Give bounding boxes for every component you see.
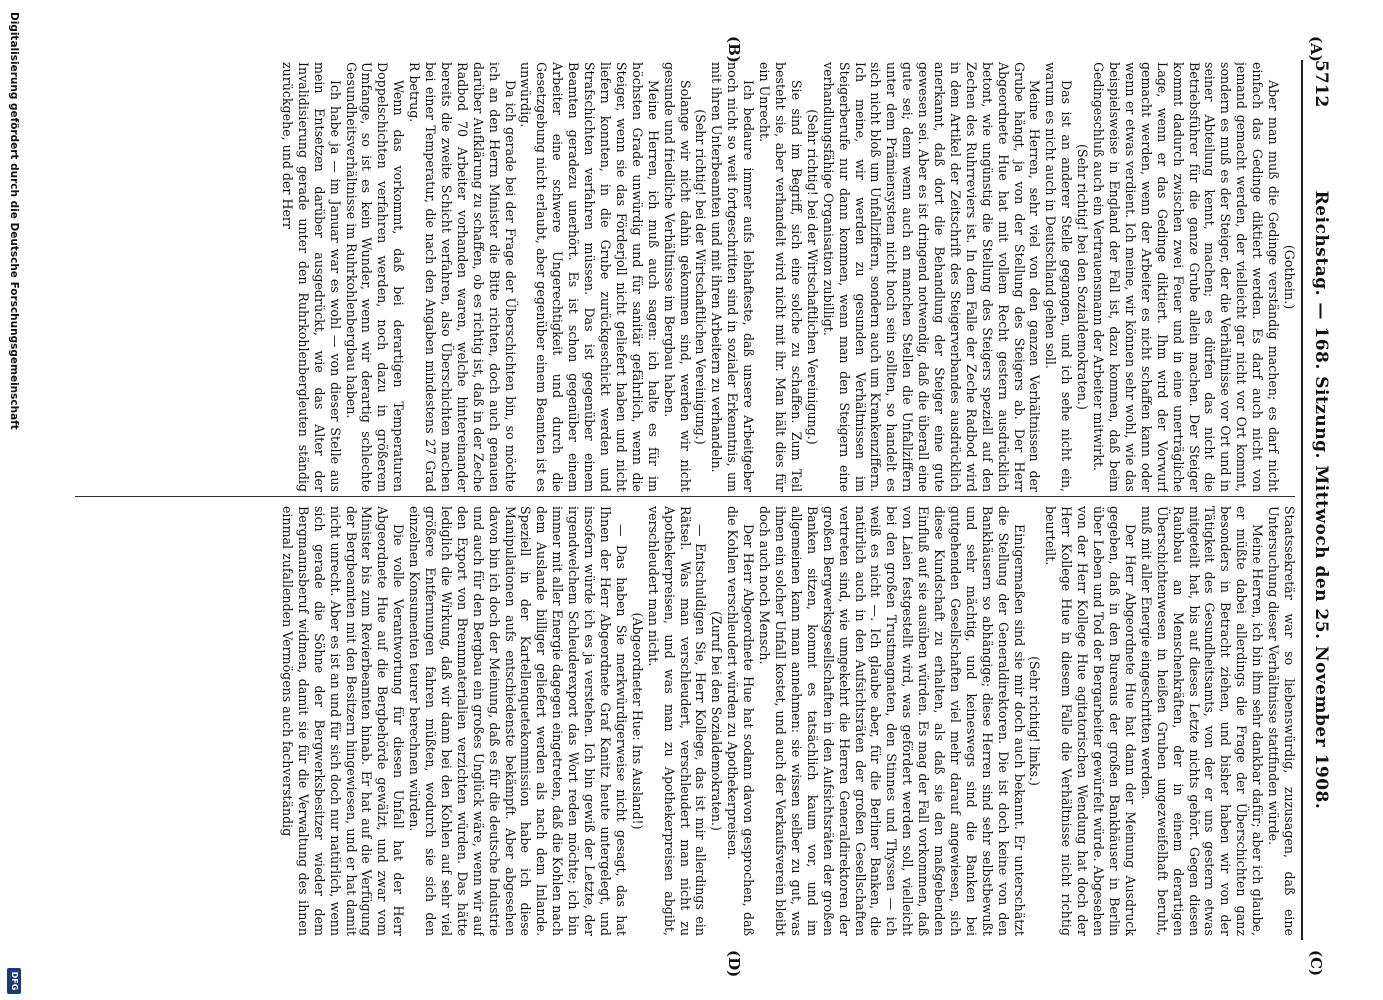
text-column-left [67,62,1297,492]
interjection-paragraph: (Sehr richtig! bei der Wirtschaftlichen Vereinigung.) [693,109,709,445]
margin-label-b: (B) [725,36,743,63]
body-paragraph: Staatssekretär war so liebenswürdig, zuzusagen, daß eine Untersuchung dieser Verhältnisse stattfinden würde. [1266,506,1297,936]
body-paragraph: Die volle Verantwortung für diesen Unfall hat der Herr Abgeordnete Hue auf die Bergbehörde gewälzt, und zwar vom Minister bis zum Revierbeamten hinab. Er hat auf die Verfügung der Bergbeamten mit den Besitzern hingewiesen, und er hat damit nicht unrecht. Aber es ist an und für sich doch nur natürlich, wenn sich gerade die Söhne der Bergwerksbesitzer wieder dem Bergmannsberuf widmen, damit sie für die Verwaltung des ihnen einmal zufallenden Vermögens auch fachverständig [279,506,407,936]
interjection-paragraph: (Sehr richtig! bei den Sozialdemokraten.) [1075,144,1091,410]
body-paragraph: Ich habe ja — im Januar war es wohl — von dieser Stelle aus mein Entsetzen darüber ausgedrückt, wie das Alter der Invalidisierung gerade unter den Ruhrkohlenbergleuten ständig zurückgehe, und der Herr [279,62,343,492]
footer-text: Digitalisierung gefördert durch die Deutsche Forschungsgemeinschaft [8,12,20,430]
page-title: Reichstag. — 168. Sitzung. Mittwoch den 25. November 1908. [1311,190,1331,810]
body-paragraph: Das ist an anderer Stelle gegangen, und ich sehe nicht ein, warum es nicht auch in Deutschland gehen soll. [1043,62,1075,492]
page-header [1305,60,1331,940]
interjection-paragraph: (Zuruf bei den Sozialdemokraten.) [709,611,725,831]
body-paragraph: Wenn das vorkommt, daß bei derartigen Temperaturen Doppelschichten verfahren werden, noch dazu in größerem Umfange, so ist es kein Wunder, wenn wir derartig schlechte Gesundheitsverhältnisse im Ruhrkohlenbergbau haben. [343,62,407,492]
margin-label-c: (C) [1307,950,1325,977]
body-paragraph: Der Herr Abgeordnete Hue hat sodann davon gesprochen, daß die Kohlen verschleudert würden zu Apothekerpreisen. [725,506,757,936]
body-paragraph: Aber man muß die Gedinge verständig machen; es darf nicht einfach das Gedinge diktiert werden. Es darf auch nicht von jemand gemacht werden, der vielleicht gar nicht vor Ort kommt, sondern es muß es der Steiger, der die Verhältnisse vor Ort und in seiner Abteilung kennt, machen; es dürfen das nicht die Betriebsführer für die ganze Grube allein machen. Der Steiger kommt dadurch zwischen zwei Feuer und in eine unerträgliche Lage, wenn er das Gedinge diktiert. Ihm wird der Vorwurf gemacht werden, wenn der Arbeiter es nicht schaffen kann oder wenn er etwas verdient. Ich meine, wir können sehr wohl, wie das beispielsweise in England der Fall ist, dazu kommen, daß beim Gedingeschluß auch ein Vertrauensmann der Arbeiter mitwirkt. [1091,62,1282,492]
body-paragraph: Der Herr Abgeordnete Hue hat dann der Meinung Ausdruck gegeben, daß in den Bureaus der großen Bankhäuser in Berlin über Leben und Tod der Bergarbeiter gewürfelt würde. Abgesehen von der Herr Kollege Hue agitatorischen Wendung hat doch der Herr Kollege Hue in diesem Falle die Verhältnisse nicht richtig beurteilt. [1043,506,1138,936]
body-paragraph: — Entschuldigen Sie, Herr Kollege, das ist mir allerdings ein Rätsel. Was man verschleudert, verschleudert man nicht zu Apothekerpreisen, und was man zu Apothekerpreisen abgibt, verschleudert man nicht. [645,506,709,936]
body-paragraph: Solange wir nicht dahin gekommen sind, werden wir nicht gesunde und friedliche Verhältnisse im Bergbau haben. [661,62,693,492]
body-paragraph: Sie sind im Begriff, sich eine solche zu schaffen. Zum Teil besteht sie, aber verhandelt wird nicht mit ihr. Man hält dies für ein Unrecht. [757,62,804,492]
text-column-right [67,506,1297,936]
page-number: 5712 [1311,60,1331,108]
body-paragraph: Meine Herren, sehr viel von den ganzen Verhältnissen der Grube hängt, ja von der Stellung des Steigers ab. Der Herr Abgeordnete Hue hat mit vollem Recht gestern ausdrücklich betont, wie ungünstig die Stellung des Steigers speziell auf den Zechen des Ruhrreviers ist. In dem Falle der Zeche Radbod wird in dem Artikel der Zeitschrift des Steigerverbandes ausdrücklich anerkannt, daß dort die Behandlung der Steiger eine gute gewesen sei. Aber es ist dringend notwendig, daß die überall eine gute sei; denn wenn auch an manchen Stellen die Unfallziffern unter dem Prämiensystem nicht hoch sein sollten, so handelt es sich nicht bloß um Unfallziffern, sondern auch um Krankenziffern. Ich meine, wir werden zu gesunden Verhältnissen im Steigerberufe nur dann kommen, wenn man den Steigern eine verhandlungsfähige Organisation zubilligt. [820,62,1043,492]
margin-label-d: (D) [725,950,743,978]
body-paragraph: Meine Herren, ich bin ihm sehr dankbar dafür; aber ich glaube, er müßte dabei allerdings die Frage der Überschichten ganz besonders in Betracht ziehen, und bisher haben wir von der Tätigkeit des Gesundheitsamts, von der er uns gestern etwas mitgeteilt hat, bis auf dieses Letzte nichts gehört. Gegen diesen Raubbau an Menschenkräften, der in einem derartigen Überschichtenwesen in heißen Gruben ungezweifelhaft beruht, muß mit aller Energie eingeschritten werden. [1138,506,1266,936]
body-paragraph: Ich bedaure immer aufs lebhafteste, daß unsere Arbeitgeber noch nicht so weit fortgeschritten sind in sozialer Erkenntnis, um mit ihren Unterbeamten und mit ihren Arbeitern zu verhandeln. [709,62,757,492]
body-paragraph: — Das haben Sie merkwürdigerweise nicht gesagt, das hat Ihnen der Herr Abgeordnete Graf Kanitz heute untergelegt, und insofern würde ich es ja verstehen. Ich bin gewiß der Letzte, der irgendwelchem Schleuderexport das Wort reden möchte; ich bin immer mit aller Energie dagegen eingetreten, daß die Kohlen nach dem Auslande billiger geliefert werden als nach dem Inlande. Speziell in der Kartellenquetekommission habe ich diese Manipulationen aufs entschiedenste bekämpft. Aber abgesehen davon bin ich doch der Meinung, daß es für die deutsche Industrie und auch für den Bergbau ein großes Unglück wäre, wenn wir auf den Export von Brennmaterialien verzichten würden. Das hätte lediglich die Wirkung, daß wir dann bei den Kohlen auf sehr viel größere Entfernungen fahren müßten, wodurch sie sich den einzelnen Konsumenten teurer berechnen würden. [407,506,629,936]
interjection-paragraph: (Sehr richtig! links.) [1027,656,1043,786]
interjection-paragraph: (Gothein.) [1282,244,1297,310]
page-footer [4,0,22,1000]
interjection-paragraph: (Sehr richtig! bei der Wirtschaftlichen Vereinigung.) [804,109,820,445]
body-paragraph: Da ich gerade bei der Frage der Überschichten bin, so möchte ich an den Herrn Minister die Bitte richten, doch auch genauen darüber Aufklärung zu schaffen, ob es richtig ist, daß in der Zeche Radbod 70 Arbeiter vorhanden waren, welche hintereinander bereits die zweite Schicht verfahren, also Überschichten machen bei einer Temperatur, die nach den Angaben mindestens 27 Grad R betrug. [407,62,518,492]
interjection-paragraph: (Abgeordneter Hue: Ins Ausland!) [629,612,645,830]
body-paragraph: Meine Herren, ich muß auch sagen: ich halte es für im höchsten Grade unwürdig und für sanitär gefährlich, wenn die Steiger, wenn sie das Förderjoll nicht geliefert haben und nicht liefern konnten, in die Grube zurückgeschickt werden und Strafschichten verfahren müssen. Das ist gegenüber einem Beamten geradezu unerhört. Es ist schon gegenüber einem Arbeiter eine schwere Ungerechtigkeit und durch die Gesetzgebung nicht erlaubt, aber gegenüber einem Beamten ist es unwürdig. [518,62,661,492]
body-paragraph: Einigermaßen sind sie mir doch auch bekannt. Er unterschätzt die Stellung der Generaldirektoren. Die ist doch keine von den Bankhäusern so abhängige; diese Herren sind sehr selbstbewußt und sehr mächtig, und keineswegs sind die Banken bei gutgehenden Gesellschaften viel mehr darauf angewiesen, sich diese Kundschaft zu erhalten, als daß sie den maßgebenden Einfluß auf sie ausüben würden. Es mag der Fall vorkommen, daß von Laien festgestellt wird, was gefördert werden soll, vielleicht bei den großen Trustmagnaten, den Stinnes und Thyssen — ich weiß es nicht —. Ich glaube aber, für die Berliner Banken, die natürlich auch in den Aufsichtsräten der großen Gesellschaften vertreten sind, wie umgekehrt die Herren Generaldirektoren der großen Bergwerksgesellschaften in den Aufsichtsräten der großen Banken sitzen, kommt es tatsächlich kaum vor, und im allgemeinen kann man annehmen: sie wissen selber zu gut, was ihnen ein solcher Unfall kostet, und auch der Verkaufsverein bleibt doch auch noch Mensch. [757,506,1027,936]
header-rule [1301,60,1303,940]
column-divider [75,496,1295,497]
dfg-logo: DFG [7,968,21,994]
margin-label-a: (A) [1307,36,1325,62]
